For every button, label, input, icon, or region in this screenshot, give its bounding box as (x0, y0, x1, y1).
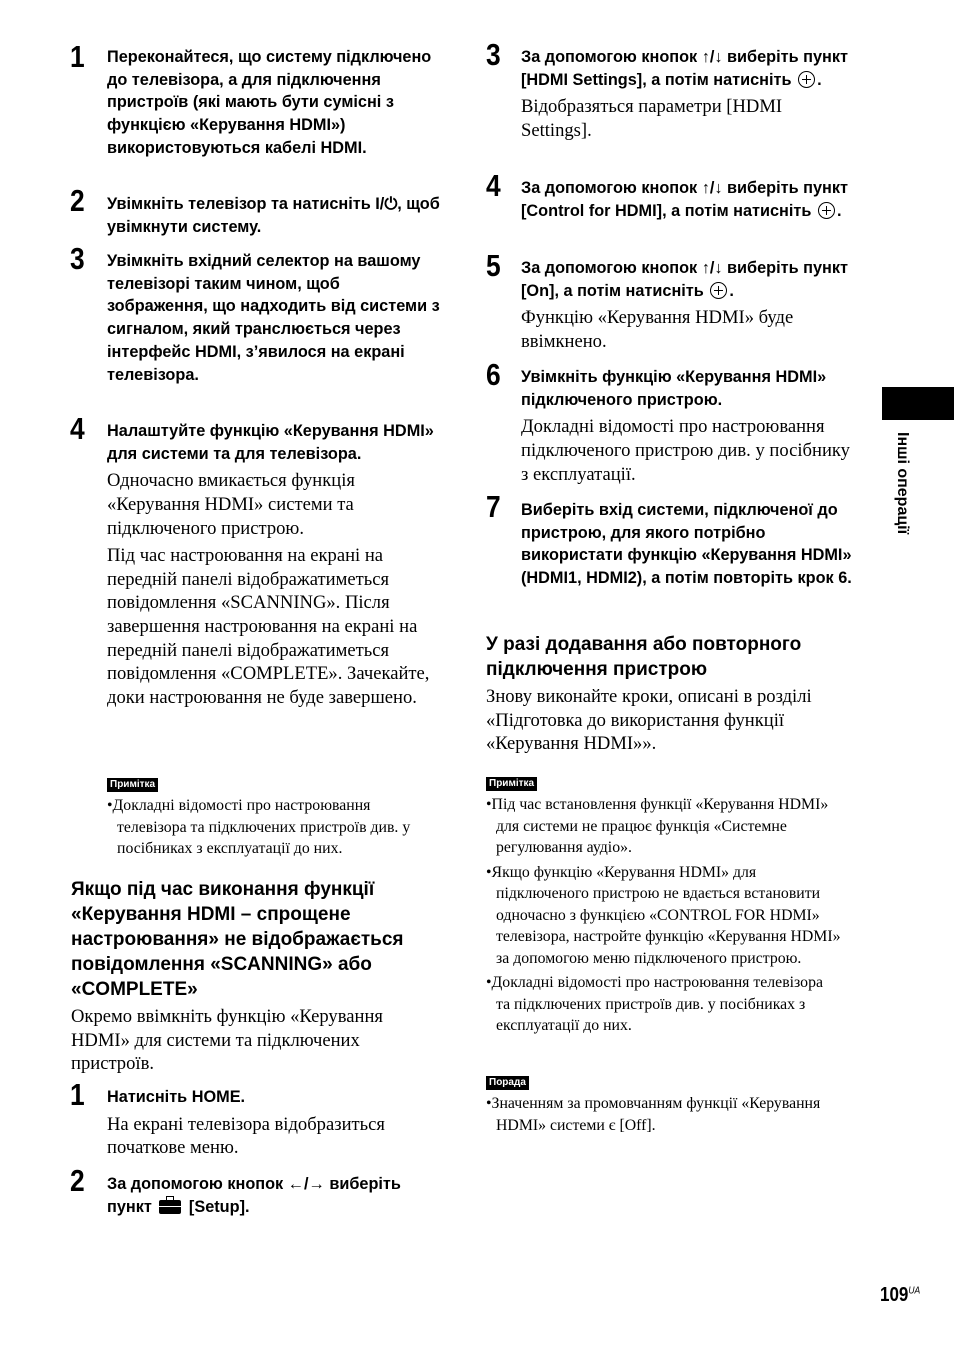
step-number: 2 (70, 1163, 85, 1198)
toolbox-setup-icon (159, 1200, 181, 1214)
tip-block (486, 1072, 841, 1136)
step-text (107, 1173, 442, 1218)
step-text: Натисніть HOME. (107, 1088, 246, 1106)
step-block (107, 1086, 442, 1160)
section-heading: У разі додавання або повторного підключення пристрою (486, 634, 802, 680)
step-body: Докладні відомості про настроювання підключеного пристрою див. у посібнику з експлуатації. (521, 416, 850, 485)
note-item: •Докладні відомості про настроювання телевізора та підключених пристроїв див. у посібниках з експлуатації до них. (486, 974, 823, 1034)
step-number: 2 (70, 183, 85, 218)
step-body: На екрані телевізора відобразиться початкове меню. (107, 1113, 385, 1159)
step-body: Під час настроювання на екрані на передній панелі відображатиметься повідомлення «SCANNING». Після завершення настроювання на екрані на передній панелі відображатиметься повідомлення «COMPLETE». Зачекайте, доки настроювання не буде завершено. (107, 545, 430, 708)
step-body: Відобразяться параметри [HDMI Settings]. (521, 96, 783, 141)
note-label: Примітка (107, 778, 158, 792)
step-text: Увімкніть телевізор та натисніть I/⏻, щоб увімкнути систему. (107, 195, 440, 236)
step-body: Функцію «Керування HDMI» буде ввімкнено. (521, 307, 794, 352)
enter-button-icon (818, 202, 835, 219)
note-block (107, 774, 442, 860)
step-text (521, 177, 856, 222)
page-number-value: 109 (880, 1284, 909, 1306)
step-text-part: . (836, 201, 842, 220)
tip-label: Порада (486, 1076, 529, 1090)
section-heading: Якщо під час виконання функції «Керування HDMI – спрощене настроювання» не відображається повідомлення «SCANNING» або «COMPLETE» (71, 879, 404, 1000)
step-number: 1 (70, 39, 85, 74)
note-block (486, 773, 841, 1037)
step-number: 3 (70, 241, 85, 276)
section-tab-marker (882, 387, 954, 420)
step-number: 4 (70, 411, 85, 446)
step-text: Переконайтеся, що систему підключено до телевізора, а для підключення пристроїв (які мають бути сумісні з функцією «Керування HDMI») використовуються кабелі HDMI. (107, 48, 432, 157)
step-number: 5 (486, 248, 501, 283)
step-block (521, 366, 859, 486)
step-text: Налаштуйте функцію «Керування HDMI» для системи та для телевізора. (107, 422, 434, 463)
step-text: Виберіть вхід системи, підключеної до пристрою, для якого потрібно використати функцію «Керування HDMI» (HDMI1, HDMI2), а потім повторіть крок 6. (521, 501, 852, 588)
step-block (521, 46, 856, 143)
page-number (880, 1284, 920, 1307)
step-text: Увімкніть вхідний селектор на вашому телевізорі таким чином, щоб зображення, що надходить від системи з сигналом, який транслюється через інтерфейс HDMI, з’явилося на екрані телевізора. (107, 252, 440, 384)
note-item: •Під час встановлення функції «Керування HDMI» для системи не працює функція «Системне регулювання аудіо». (486, 796, 829, 856)
step-number: 3 (486, 37, 501, 72)
section-tab-label: Інші операції (894, 432, 911, 535)
step-text-part: [Setup]. (188, 1197, 250, 1216)
step-body: Одночасно вмикається функція «Керування HDMI» системи та підключеного пристрою. (107, 470, 355, 539)
step-text-part: За допомогою кнопок ↑/↓ виберіть пункт [On], а потім натисніть (521, 259, 848, 300)
note-item: •Якщо функцію «Керування HDMI» для підключеного пристрою не вдається встановити одночасно з функцією «CONTROL FOR HDMI» телевізора, настройте функцію «Керування HDMI» за допомогою меню підключеного пристрою. (486, 863, 841, 967)
section-paragraph: Знову виконайте кроки, описані в розділі «Підготовка до використання функції «Керування HDMI»». (486, 686, 812, 755)
step-text-part: . (729, 281, 734, 300)
note-label: Примітка (486, 777, 537, 791)
step-text-part: За допомогою кнопок ←/→ виберіть пункт (107, 1175, 401, 1216)
step-number: 6 (486, 357, 501, 392)
step-text-part: За допомогою кнопок ↑/↓ виберіть пункт [HDMI Settings], а потім натисніть (521, 48, 848, 89)
step-number: 1 (70, 1077, 85, 1112)
note-item: •Докладні відомості про настроювання телевізора та підключених пристроїв див. у посібниках з експлуатації до них. (107, 797, 411, 857)
step-text-part: . (817, 70, 822, 89)
step-block (107, 420, 442, 709)
step-number: 7 (486, 489, 501, 524)
page-number-suffix: UA (908, 1285, 921, 1297)
step-block (521, 257, 856, 354)
step-text-part: За допомогою кнопок ↑/↓ виберіть пункт [Control for HDMI], а потім натисніть (521, 179, 848, 220)
enter-button-icon (798, 71, 815, 88)
step-number: 4 (486, 168, 501, 203)
tip-item: •Значенням за промовчанням функції «Керування HDMI» системи є [Off]. (486, 1095, 821, 1134)
enter-button-icon (710, 282, 727, 299)
step-text: Увімкніть функцію «Керування HDMI» підключеного пристрою. (521, 368, 827, 409)
section-paragraph: Окремо ввімкніть функцію «Керування HDMI» для системи та підключених пристроїв. (71, 1006, 383, 1075)
